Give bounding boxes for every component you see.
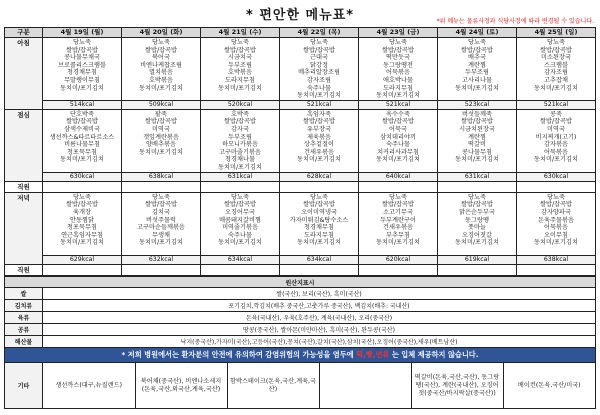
menu-cell — [122, 109, 201, 172]
etc-cell: 생선까스(대구,뉴질랜드) — [43, 363, 135, 408]
menu-item: 브로콜리스크램블 — [58, 61, 106, 69]
menu-cell — [280, 38, 359, 101]
menu-item: 무말랭이무침 — [64, 76, 100, 84]
staff-cell — [280, 181, 359, 192]
menu-cell — [280, 192, 359, 255]
menu-item: 생선까스&타르타르소스 — [49, 133, 115, 141]
staff-row — [5, 181, 596, 192]
menu-item: 동치미/포기김치 — [455, 239, 499, 247]
menu-item: 쌀밥/잡곡밥 — [382, 46, 414, 54]
menu-item: 떡만둣국 — [386, 54, 410, 62]
menu-item: 어묵볶음 — [544, 148, 568, 156]
menu-item: 양배추볶음 — [146, 141, 176, 149]
menu-item: 동그랑땡 — [465, 216, 489, 224]
col-header: 구분 — [5, 28, 43, 38]
menu-items — [122, 193, 200, 247]
menu-item: 당뇨죽 — [152, 39, 170, 46]
menu-item: 청경채무침 — [67, 69, 97, 77]
menu-item: 숙주나물 — [228, 231, 252, 239]
menu-item: 두부조림 — [465, 69, 489, 77]
menu-item: 치커리사과무침 — [377, 148, 419, 156]
menu-item: 연근흑임자무침 — [61, 231, 103, 239]
origin-value: 쌀(국산), 보리(국산), 흑미(국산) — [43, 288, 596, 300]
menu-cell — [201, 109, 280, 172]
col-header: 4월 23일 (금) — [359, 28, 438, 38]
kcal-value: 634kcal — [280, 255, 359, 264]
origin-label: 해산물 — [5, 336, 43, 348]
etc-cell: 북어채(중국산), 비엔나소세지(돈육,국산,외국산,계육,국산) — [135, 363, 227, 408]
kcal-value: 521kcal — [517, 100, 596, 109]
menu-item: 오징어무국 — [225, 208, 255, 216]
staff-cell — [359, 264, 438, 275]
menu-item: 멸치볶음 — [149, 69, 173, 77]
col-header: 4월 22일 (목) — [280, 28, 359, 38]
menu-item: 돈육주물볶음 — [538, 216, 574, 224]
menu-cell — [517, 38, 596, 101]
staff-cell — [43, 264, 122, 275]
menu-item: 오징어젓갈 — [462, 231, 492, 239]
menu-cell — [359, 38, 438, 101]
menu-item: 건새우볶음 — [304, 148, 334, 156]
origin-label: 육류 — [5, 312, 43, 324]
staff-cell — [43, 181, 122, 192]
kcal-value: 628kcal — [280, 172, 359, 181]
menu-item: 북어국 — [152, 54, 170, 62]
menu-item: 유부장국 — [307, 125, 331, 133]
menu-item: 도라지무침 — [383, 84, 413, 92]
menu-items — [43, 110, 121, 164]
menu-item: 감자볶음 — [544, 141, 568, 149]
menu-cell — [359, 192, 438, 255]
menu-item: 콩나물무채국 — [64, 54, 100, 62]
menu-items — [438, 193, 516, 247]
header-row — [5, 28, 596, 38]
menu-item: 미역국 — [547, 125, 565, 133]
menu-item: 동치미/포기김치 — [534, 239, 578, 247]
menu-item: 동치미/포기김치 — [297, 92, 341, 100]
menu-items — [517, 38, 595, 92]
menu-cell — [43, 109, 122, 172]
menu-item: 콩죽 — [550, 110, 562, 118]
menu-cell — [122, 192, 201, 255]
menu-item: 삼색수제비국 — [64, 125, 100, 133]
menu-item: 숙주나물 — [386, 141, 410, 149]
menu-item: 풋마늘 — [468, 224, 486, 232]
menu-item: 동치미/포기김치 — [60, 84, 104, 92]
origin-header-row — [5, 277, 596, 288]
menu-item: 동치미/포기김치 — [534, 84, 578, 92]
menu-item: 감자조림 — [544, 69, 568, 77]
origin-value: 돈육(국내산), 우육(호주산), 계육(국내산), 오리(중국산) — [43, 312, 596, 324]
menu-item: 쌀밥/잡곡밥 — [303, 118, 335, 126]
menu-items — [517, 110, 595, 164]
menu-item: 떡갈비 — [468, 141, 486, 149]
notice-banner-row — [5, 348, 596, 363]
origin-value: 낙지(중국산),가자미(국산),고등어(국산),꽁치(국산),갈치(국산),삼치(국산),오징어(중국산),새우(베트남산) — [43, 336, 596, 348]
menu-item: 당뇨죽 — [231, 39, 249, 46]
menu-cell — [438, 192, 517, 255]
etc-cell: 베이컨(돈육,국산/미국) — [517, 381, 581, 389]
etc-table — [43, 363, 595, 408]
origin-heading: 원산지표시 — [5, 277, 596, 288]
page-title: * 편안한 메뉴표* — [246, 8, 354, 23]
menu-item: 쌀밥/잡곡밥 — [382, 201, 414, 209]
menu-items — [43, 38, 121, 92]
menu-item: 동치미/포기김치 — [297, 156, 341, 164]
staff-label: 직원 — [5, 264, 43, 275]
menu-item: 동치미/포기김치 — [218, 163, 262, 171]
menu-item: 제육볶음 — [307, 133, 331, 141]
menu-item: 계란찜 — [468, 133, 486, 141]
kcal-value: 620kcal — [359, 255, 438, 264]
menu-item: 청포묵무침 — [67, 224, 97, 232]
banner-text: * 저희 병원에서는 환자분의 안전에 유의하여 감염위험의 가능성을 염두에 — [121, 350, 357, 359]
menu-cell — [201, 192, 280, 255]
menu-item: 김치국 — [152, 208, 170, 216]
staff-cell — [438, 181, 517, 192]
menu-item: 미소된장국 — [541, 54, 571, 62]
origin-row — [5, 312, 596, 324]
menu-items — [359, 110, 437, 164]
kcal-value: 514kcal — [43, 100, 122, 109]
menu-cell — [517, 192, 596, 255]
menu-cell — [201, 38, 280, 101]
notice-banner — [5, 348, 596, 363]
menu-item: 쌀밥/잡곡밥 — [540, 201, 572, 209]
menu-item: 비름나물무침 — [64, 141, 100, 149]
menu-item: 쌀밥/잡곡밥 — [66, 201, 98, 209]
etc-container — [43, 363, 596, 409]
menu-item: 미역줄기볶음 — [222, 224, 258, 232]
etc-cell — [319, 363, 411, 408]
menu-item: 당뇨죽 — [468, 39, 486, 46]
menu-item: 쌀밥/잡곡밥 — [540, 118, 572, 126]
menu-item: 미역국 — [152, 125, 170, 133]
kcal-value: 629kcal — [43, 255, 122, 264]
menu-item: 당뇨죽 — [152, 193, 170, 201]
menu-item: 맑은순두부국 — [459, 208, 495, 216]
menu-item: 쌀밥/잡곡밥 — [224, 118, 256, 126]
menu-item: 두부계란구이 — [380, 216, 416, 224]
menu-item: 계란찜 — [468, 61, 486, 69]
kcal-value: 632kcal — [122, 255, 201, 264]
menu-item: 쌀밥/잡곡밥 — [145, 46, 177, 54]
kcal-value: 509kcal — [122, 100, 201, 109]
staff-cell — [280, 264, 359, 275]
etc-row — [5, 363, 596, 409]
col-header: 4월 24일 (토) — [438, 28, 517, 38]
meal-row-lunch — [5, 109, 596, 172]
menu-item: 당뇨죽 — [73, 39, 91, 46]
menu-item: 당뇨죽 — [468, 193, 486, 201]
etc-label: 기타 — [5, 363, 43, 409]
menu-item: 동치미/포기김치 — [297, 239, 341, 247]
menu-items — [280, 110, 358, 164]
menu-item: 쌀밥/잡곡밥 — [461, 201, 493, 209]
staff-cell — [201, 264, 280, 275]
staff-cell — [122, 181, 201, 192]
banner-highlight: 떡,빵,면류 — [356, 350, 390, 359]
origin-row — [5, 288, 596, 300]
menu-cell — [438, 38, 517, 101]
menu-item: 비엔나케찹조림 — [140, 61, 182, 69]
menu-item: 동그랑땡전 — [383, 61, 413, 69]
menu-item: 동치미/포기김치 — [455, 84, 499, 92]
menu-items — [280, 193, 358, 247]
menu-item: 어묵볶음 — [386, 69, 410, 77]
menu-item: 쌀밥/잡곡밥 — [224, 201, 256, 209]
menu-item: 당뇨죽 — [310, 39, 328, 46]
staff-cell — [201, 181, 280, 192]
col-header: 4월 21일 (수) — [201, 28, 280, 38]
menu-item: 도라지무침 — [304, 231, 334, 239]
col-header: 4월 19일 (월) — [43, 28, 122, 38]
menu-item: 동치미/포기김치 — [139, 84, 183, 92]
menu-item: 당뇨죽 — [389, 39, 407, 46]
menu-items — [359, 193, 437, 247]
origin-table — [4, 276, 596, 409]
menu-item: 동치미/포기김치 — [455, 156, 499, 164]
menu-item: 배추국 — [468, 54, 486, 62]
menu-item: 고구마줄기볶음 — [219, 148, 261, 156]
staff-cell — [517, 181, 596, 192]
menu-item: 옥수수죽 — [386, 110, 410, 118]
meal-label: 점심 — [5, 109, 43, 181]
menu-items — [438, 38, 516, 92]
kcal-value: 619kcal — [438, 255, 517, 264]
menu-item: 고사리나물 — [462, 76, 492, 84]
menu-item: 호박볶음 — [228, 69, 252, 77]
menu-items — [280, 38, 358, 100]
origin-label: 김치류 — [5, 300, 43, 312]
col-header: 4월 25일 (일) — [517, 28, 596, 38]
menu-items — [517, 193, 595, 247]
menu-item: 하모니카볶음 — [222, 141, 258, 149]
menu-items — [201, 38, 279, 92]
menu-item: 건새우볶음 — [383, 224, 413, 232]
menu-item: 애호박나물 — [383, 76, 413, 84]
staff-cell — [359, 181, 438, 192]
kcal-value: 638kcal — [122, 172, 201, 181]
menu-item: 삼치데리야끼 — [380, 133, 416, 141]
kcal-row — [5, 172, 596, 181]
menu-item: 콩나물무침 — [462, 148, 492, 156]
menu-item: 감자조림 — [307, 76, 331, 84]
menu-item: 쌀밥/잡곡밥 — [66, 46, 98, 54]
staff-cell — [122, 264, 201, 275]
notice-text: *위 메뉴는 물류사정과 식당사정에 따라 변경될 수 있습니다. — [436, 18, 594, 25]
kcal-value: 634kcal — [201, 255, 280, 264]
banner-text: 는 입체 제공하지 않습니다. — [389, 350, 479, 359]
weekly-menu-table — [4, 27, 596, 276]
menu-cell — [43, 192, 122, 255]
menu-items — [122, 110, 200, 157]
origin-label: 쌀 — [5, 288, 43, 300]
kcal-row — [5, 255, 596, 264]
menu-item: 무생채 — [152, 231, 170, 239]
menu-cell — [517, 109, 596, 172]
menu-item: 청경채나물 — [225, 156, 255, 164]
menu-item: 오이미역냉국 — [301, 208, 337, 216]
menu-item: 비지찌개(고기) — [535, 133, 577, 141]
menu-item: 육개장 — [73, 208, 91, 216]
menu-item: 쌀밥/잡곡밥 — [461, 118, 493, 126]
meal-row-breakfast — [5, 38, 596, 101]
origin-row — [5, 336, 596, 348]
menu-item: 버섯주물럭 — [146, 216, 176, 224]
menu-item: 동치미/포기김치 — [139, 148, 183, 156]
menu-item: 매콤돼지갈비찜 — [219, 216, 261, 224]
menu-item: 동치미/포기김치 — [139, 239, 183, 247]
menu-item: 당뇨죽 — [73, 193, 91, 201]
menu-item: 부추무침 — [386, 231, 410, 239]
menu-item: 동치미/포기김치 — [218, 239, 262, 247]
origin-value: 포기김치,깍김치(배추 중국산,고춧가루 중국산), 백김치(배추: 국내산) — [43, 300, 596, 312]
menu-item: 당뇨죽 — [547, 193, 565, 201]
menu-item: 두부조림 — [228, 61, 252, 69]
menu-item: 감자국 — [231, 125, 249, 133]
origin-label: 공류 — [5, 324, 43, 336]
menu-item: 팥죽 — [155, 110, 167, 118]
menu-items — [201, 193, 279, 247]
menu-item: 동치미/포기김치 — [60, 239, 104, 247]
menu-item: 가자미튀김&탕수소스 — [289, 216, 349, 224]
menu-item: 도라지무침 — [225, 76, 255, 84]
kcal-value: 521kcal — [359, 100, 438, 109]
staff-cell — [517, 264, 596, 275]
menu-item: 근대국 — [310, 54, 328, 62]
kcal-value: 630kcal — [517, 172, 596, 181]
kcal-value: 631kcal — [201, 172, 280, 181]
menu-item: 쌀밥/잡곡밥 — [66, 118, 98, 126]
menu-items — [438, 110, 516, 164]
menu-item: 동치미/포기김치 — [376, 92, 420, 100]
menu-items — [43, 193, 121, 247]
menu-items — [122, 38, 200, 92]
menu-item: 시금치국 — [228, 54, 252, 62]
menu-item: 당뇨죽 — [231, 193, 249, 201]
kcal-value: 640kcal — [359, 172, 438, 181]
menu-cell — [122, 38, 201, 101]
menu-item: 메추리알장조림 — [298, 69, 340, 77]
origin-value: 땅콩(중국산), 쌀아몬(미얀마산), 흑미(국산), 완두콩(국산) — [43, 324, 596, 336]
menu-item: 호박죽 — [231, 110, 249, 118]
menu-item: 쌀밥/잡곡밥 — [540, 46, 572, 54]
meal-label: 저녁 — [5, 192, 43, 264]
menu-item: 시금치된장국 — [459, 125, 495, 133]
menu-item: 고추잡채 — [544, 76, 568, 84]
menu-item: 고구마순들깨볶음 — [137, 224, 185, 232]
meal-row-supper — [5, 192, 596, 255]
menu-item: 쌀밥/잡곡밥 — [461, 46, 493, 54]
kcal-value: 520kcal — [201, 100, 280, 109]
menu-item: 안동찜닭 — [70, 216, 94, 224]
menu-item: 닭강정 — [310, 61, 328, 69]
menu-item: 청경채무침 — [304, 224, 334, 232]
menu-item: 동치미/포기김치 — [376, 156, 420, 164]
menu-item: 당뇨죽 — [547, 39, 565, 46]
origin-row — [5, 300, 596, 312]
menu-item: 갯잎계란볶음 — [143, 133, 179, 141]
menu-item: 단호박죽 — [70, 110, 94, 118]
kcal-row — [5, 100, 596, 109]
staff-row-bottom — [5, 264, 596, 275]
kcal-value: 638kcal — [517, 255, 596, 264]
menu-item: 동치미/포기김치 — [376, 239, 420, 247]
menu-item: 흑임자죽 — [307, 110, 331, 118]
menu-item: 스크램블 — [544, 61, 568, 69]
kcal-value: 630kcal — [43, 172, 122, 181]
menu-item: 동치미/포기김치 — [60, 156, 104, 164]
menu-cell — [43, 38, 122, 101]
meal-label: 아침 — [5, 38, 43, 110]
menu-item: 쌀밥/잡곡밥 — [145, 201, 177, 209]
menu-item: 어묵국 — [389, 125, 407, 133]
kcal-value: 523kcal — [438, 100, 517, 109]
menu-item: 숙주나물 — [307, 84, 331, 92]
menu-cell — [438, 109, 517, 172]
menu-item: 쌀밥/잡곡밥 — [145, 118, 177, 126]
menu-item: 쌀밥/잡곡밥 — [382, 118, 414, 126]
menu-item: 버섯들깨죽 — [462, 110, 492, 118]
menu-cell — [359, 109, 438, 172]
origin-row — [5, 324, 596, 336]
menu-item: 소고기무국 — [383, 208, 413, 216]
menu-item: 오이무침 — [544, 231, 568, 239]
menu-item: 동치미/포기김치 — [218, 84, 262, 92]
menu-item: 감자양파국 — [541, 208, 571, 216]
menu-item: 어묵볶음 — [544, 224, 568, 232]
menu-cell — [280, 109, 359, 172]
menu-item: 청포묵무침 — [67, 148, 97, 156]
menu-item: 호박볶음 — [149, 76, 173, 84]
etc-cell: 떡갈비(돈육,국산,국산), 동그랑땡(국산), 계란(국내산), 오징어젓(중국산/바지락살(중국산)) — [411, 363, 503, 408]
menu-item: 당뇨죽 — [310, 193, 328, 201]
kcal-value: 521kcal — [280, 100, 359, 109]
menu-items — [359, 38, 437, 100]
menu-item: 상추겉절이 — [304, 141, 334, 149]
etc-cell: 함박스테이크(돈육,국산,계육,국산) — [227, 363, 319, 408]
menu-item: 쌀밥/잡곡밥 — [303, 46, 335, 54]
menu-item: 쌀밥/잡곡밥 — [224, 46, 256, 54]
menu-item: 당뇨죽 — [389, 193, 407, 201]
menu-item: 두부조림 — [228, 133, 252, 141]
menu-item: 쌀밥/잡곡밥 — [303, 201, 335, 209]
staff-cell — [438, 264, 517, 275]
kcal-value: 631kcal — [438, 172, 517, 181]
staff-label: 직원 — [5, 181, 43, 192]
menu-item: 동치미/포기김치 — [534, 156, 578, 164]
col-header: 4월 20일 (화) — [122, 28, 201, 38]
menu-items — [201, 110, 279, 172]
